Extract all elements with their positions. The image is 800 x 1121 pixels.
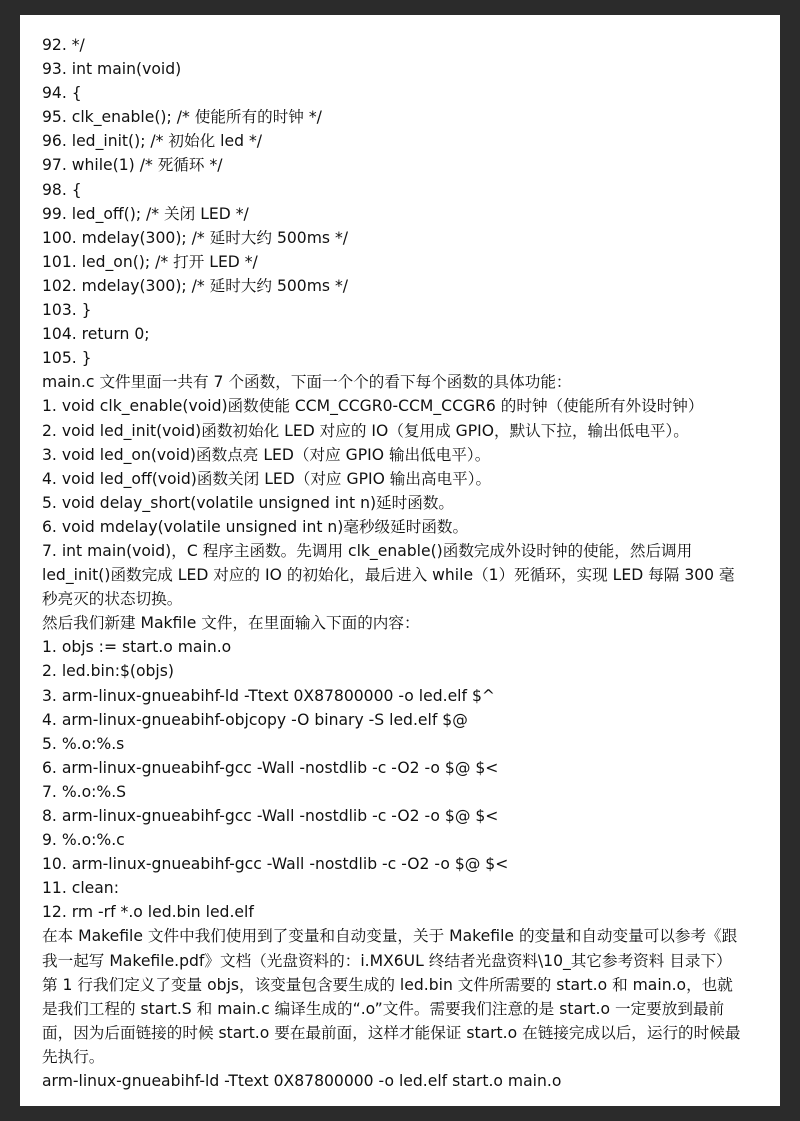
paragraph-line: 面，因为后面链接的时候 start.o 要在最前面，这样才能保证 start.o 在链接完成以后，运行的时候最 xyxy=(42,1023,741,1042)
list-item: 7. int main(void)，C 程序主函数。先调用 clk_enable()函数完成外设时钟的使能，然后调用 xyxy=(42,541,693,560)
code-line: 11. clean: xyxy=(42,879,119,898)
list-item: 4. void led_off(void)函数关闭 LED（对应 GPIO 输出高电平）。 xyxy=(42,469,492,488)
list-item: 2. void led_init(void)函数初始化 LED 对应的 IO（复用成 GPIO，默认下拉，输出低电平）。 xyxy=(42,421,689,440)
code-line: 4. arm-linux-gnueabihf-objcopy -O binary -S led.elf $@ xyxy=(42,710,468,729)
list-item: 6. void mdelay(volatile unsigned int n)毫秒级延时函数。 xyxy=(42,517,469,536)
paragraph-line: 我一起写 Makefile.pdf》文档（光盘资料的：i.MX6UL 终结者光盘资料\10_其它参考资料 目录下） xyxy=(42,951,732,970)
paragraph-line: main.c 文件里面一共有 7 个函数，下面一个个的看下每个函数的具体功能： xyxy=(42,373,572,392)
code-line: 104. return 0; xyxy=(42,325,150,344)
list-item: 3. void led_on(void)函数点亮 LED（对应 GPIO 输出低电平）。 xyxy=(42,445,491,464)
document-page xyxy=(20,15,780,1106)
code-line: 99. led_off(); /* 关闭 LED */ xyxy=(42,204,249,223)
code-line: 105. } xyxy=(42,349,92,368)
code-line: 5. %.o:%.s xyxy=(42,734,125,753)
code-line: 94. { xyxy=(42,84,82,103)
code-line: 93. int main(void) xyxy=(42,60,182,79)
paragraph-line: 秒亮灭的状态切换。 xyxy=(42,590,183,609)
paragraph-line: 在本 Makefile 文件中我们使用到了变量和自动变量，关于 Makefile 的变量和自动变量可以参考《跟 xyxy=(42,927,738,946)
paragraph-line: 是我们工程的 start.S 和 main.c 编译生成的“.o”文件。需要我们注意的是 start.o 一定要放到最前 xyxy=(42,999,725,1018)
code-line: 98. { xyxy=(42,180,82,199)
paragraph-line: 第 1 行我们定义了变量 objs，该变量包含要生成的 led.bin 文件所需要的 start.o 和 main.o，也就 xyxy=(42,975,733,994)
code-line: 96. led_init(); /* 初始化 led */ xyxy=(42,132,262,151)
code-line: 103. } xyxy=(42,301,92,320)
code-line: 3. arm-linux-gnueabihf-ld -Ttext 0X87800000 -o led.elf $^ xyxy=(42,686,495,705)
code-line: 7. %.o:%.S xyxy=(42,782,127,801)
list-item: 5. void delay_short(volatile unsigned int n)延时函数。 xyxy=(42,493,455,512)
paragraph-line: 然后我们新建 Makfile 文件，在里面输入下面的内容： xyxy=(42,614,420,633)
list-item: 1. void clk_enable(void)函数使能 CCM_CCGR0-CCM_CCGR6 的时钟（使能所有外设时钟） xyxy=(42,397,704,416)
code-line: 97. while(1) /* 死循环 */ xyxy=(42,156,223,175)
code-line: 12. rm -rf *.o led.bin led.elf xyxy=(42,903,254,922)
code-line: 2. led.bin:$(objs) xyxy=(42,662,174,681)
code-line: 6. arm-linux-gnueabihf-gcc -Wall -nostdlib -c -O2 -o $@ $< xyxy=(42,758,499,777)
paragraph-line: 先执行。 xyxy=(42,1047,105,1066)
code-line: 95. clk_enable(); /* 使能所有的时钟 */ xyxy=(42,108,322,127)
code-line: 1. objs := start.o main.o xyxy=(42,638,232,657)
code-line: 101. led_on(); /* 打开 LED */ xyxy=(42,252,258,271)
code-line: 92. */ xyxy=(42,36,85,54)
code-line: 9. %.o:%.c xyxy=(42,831,125,850)
code-line: 10. arm-linux-gnueabihf-gcc -Wall -nostdlib -c -O2 -o $@ $< xyxy=(42,855,509,874)
code-line: 100. mdelay(300); /* 延时大约 500ms */ xyxy=(42,228,349,247)
code-line: 102. mdelay(300); /* 延时大约 500ms */ xyxy=(42,276,349,295)
command-line: arm-linux-gnueabihf-ld -Ttext 0X87800000 -o led.elf start.o main.o xyxy=(42,1072,562,1091)
code-line: 8. arm-linux-gnueabihf-gcc -Wall -nostdlib -c -O2 -o $@ $< xyxy=(42,807,499,825)
paragraph-line: led_init()函数完成 LED 对应的 IO 的初始化，最后进入 while（1）死循环，实现 LED 每隔 300 毫 xyxy=(42,566,735,585)
